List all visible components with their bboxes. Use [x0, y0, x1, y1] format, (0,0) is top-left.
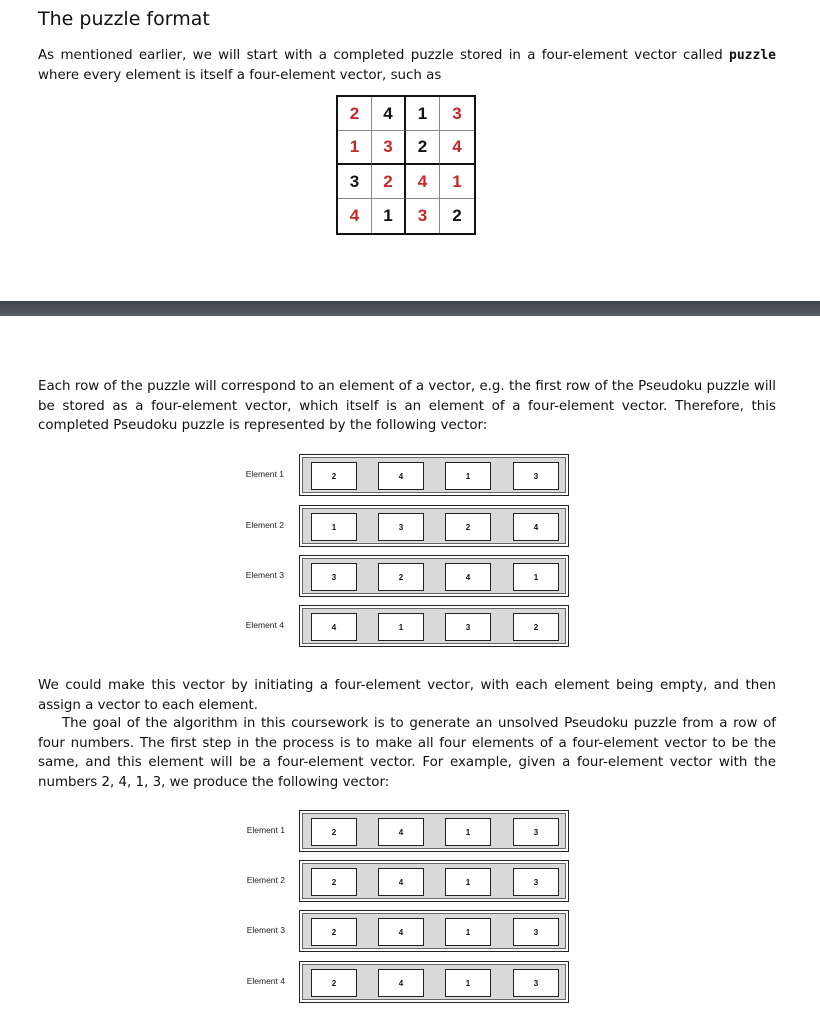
sudoku-cell: 1: [406, 97, 440, 131]
vector-element-frame: [302, 964, 566, 1000]
sudoku-cell: 4: [338, 199, 372, 233]
vector-value-box: 2: [311, 969, 357, 997]
vector-value-box: 4: [513, 513, 559, 541]
vector-value-box: 2: [445, 513, 491, 541]
sudoku-cell: 2: [372, 165, 406, 199]
vector-value-box: 1: [445, 918, 491, 946]
vector-value-box: 1: [311, 513, 357, 541]
vector-value-box: 4: [378, 818, 424, 846]
vector-value-box: 1: [513, 563, 559, 591]
vector-element-row: [299, 961, 569, 1003]
sudoku-cell: 2: [452, 206, 462, 225]
vector-value-box: 2: [311, 462, 357, 490]
vector-element-frame: [302, 608, 566, 644]
vector-value-box: 2: [311, 818, 357, 846]
vector-element-row: [299, 810, 569, 852]
sudoku-cell: 1: [440, 165, 474, 199]
sudoku-cell: 2: [338, 97, 372, 131]
vector-value-box: 2: [311, 918, 357, 946]
vector-element-row: [299, 505, 569, 547]
vector-element-label: Element 1: [245, 469, 284, 479]
vector-element-label: Element 3: [245, 570, 284, 580]
sudoku-cell: 2: [406, 131, 440, 165]
vector-value-box: 4: [445, 563, 491, 591]
vector-element-row: [299, 454, 569, 496]
vector-element-frame: [302, 913, 566, 949]
vector-element-label: Element 4: [246, 976, 285, 986]
vector-value-box: 4: [378, 969, 424, 997]
vector-value-box: 4: [378, 868, 424, 896]
vector-element-frame: [302, 813, 566, 849]
row-vector-paragraph: Each row of the puzzle will correspond to an element of a vector, e.g. the first row of the Pseudoku puzzle will be stored as a four-element vector, which itself is an element of a four-element vector. Therefore, this completed Pseudoku puzzle is represented by the following vector:: [38, 379, 776, 433]
vector-element-label: Element 1: [246, 825, 285, 835]
sudoku-cell: 3: [406, 199, 440, 233]
vector-element-row: [299, 555, 569, 597]
vector-value-box: 4: [378, 918, 424, 946]
vector-element-row: [299, 910, 569, 952]
vector-value-box: 3: [513, 969, 559, 997]
sudoku-cell: 3: [372, 131, 406, 165]
vector-value-box: 1: [445, 868, 491, 896]
algorithm-goal-paragraph: The goal of the algorithm in this coursework is to generate an unsolved Pseudoku puzzle from a row of four numbers. The first step in the process is to make all four elements of a four-element vector to be the same, and this element will be a four-element vector. For example, given a four-element vector with the numbers 2, 4, 1, 3, we produce the following vector:: [38, 716, 776, 790]
intro-paragraph: [38, 46, 776, 85]
sudoku-cell: 3: [338, 165, 372, 199]
vector-value-box: 3: [513, 818, 559, 846]
vector-value-box: 4: [311, 613, 357, 641]
vector-element-frame: [302, 863, 566, 899]
vector-element-row: [299, 860, 569, 902]
vector-value-box: 2: [378, 563, 424, 591]
page-separator: [0, 301, 820, 316]
sudoku-cell: 1: [372, 199, 406, 233]
vector-element-frame: [302, 508, 566, 544]
vector-value-box: 4: [378, 462, 424, 490]
vector-value-box: 1: [378, 613, 424, 641]
vector-value-box: 3: [513, 462, 559, 490]
sudoku-cell: 3: [440, 97, 474, 131]
vector-value-box: 3: [445, 613, 491, 641]
empty-vector-paragraph: We could make this vector by initiating a four-element vector, with each element being empty, and then assign a vector to each element.: [38, 678, 776, 713]
vector-element-label: Element 2: [245, 520, 284, 530]
vector-value-box: 3: [513, 868, 559, 896]
sudoku-grid: [336, 95, 476, 235]
vector-value-box: 2: [513, 613, 559, 641]
vector-element-frame: [302, 457, 566, 493]
vector-value-box: 3: [378, 513, 424, 541]
sudoku-cell: 4: [372, 97, 406, 131]
vector-element-label: Element 2: [246, 875, 285, 885]
sudoku-cell: 4: [440, 131, 474, 165]
vector-element-label: Element 4: [245, 620, 284, 630]
puzzle-code-term: puzzle: [729, 48, 776, 63]
vector-element-label: Element 3: [246, 925, 285, 935]
sudoku-cell: 4: [406, 165, 440, 199]
vector-value-box: 3: [513, 918, 559, 946]
intro-text-after: where every element is itself a four-element vector, such as: [38, 67, 442, 83]
intro-text-before: As mentioned earlier, we will start with a completed puzzle stored in a four-element vector called: [38, 48, 730, 63]
vector-element-frame: [302, 558, 566, 594]
vector-value-box: 1: [445, 462, 491, 490]
vector-element-row: [299, 605, 569, 647]
vector-value-box: 1: [445, 818, 491, 846]
vector-value-box: 2: [311, 868, 357, 896]
vector-value-box: 1: [445, 969, 491, 997]
vector-value-box: 3: [311, 563, 357, 591]
sudoku-cell: 1: [338, 131, 372, 165]
section-title: The puzzle format: [38, 8, 210, 30]
